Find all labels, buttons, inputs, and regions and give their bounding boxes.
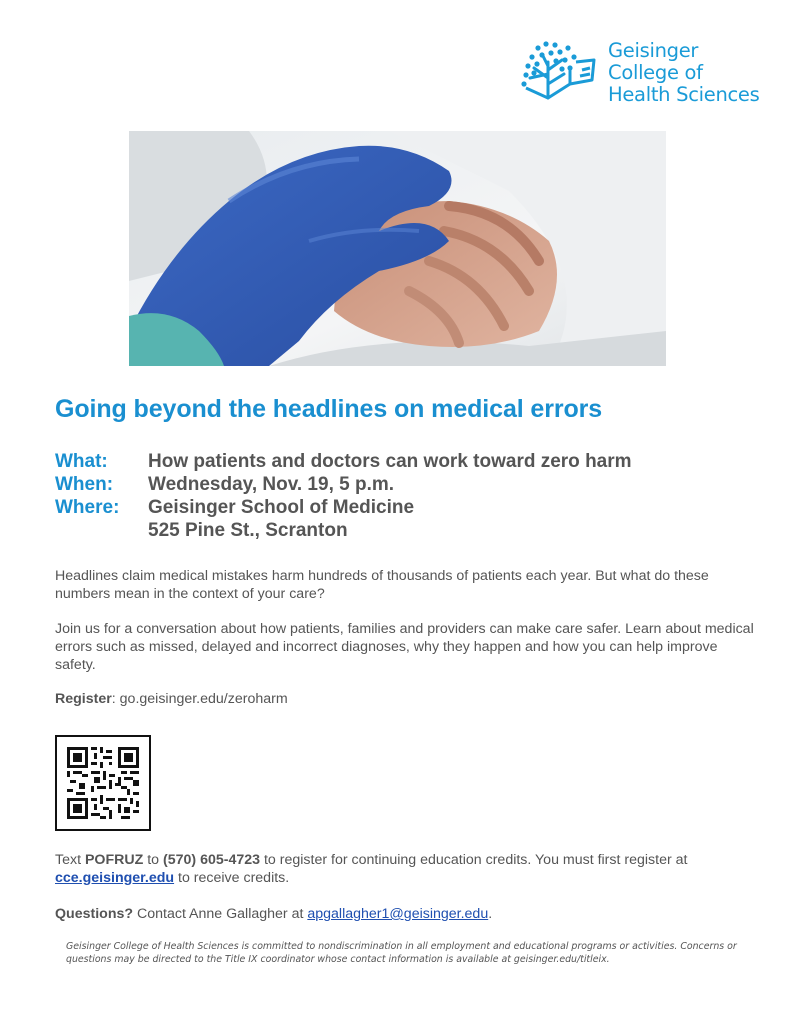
logo-line-2: College of xyxy=(608,61,703,84)
headline: Going beyond the headlines on medical errors xyxy=(55,395,603,423)
logo-line-3: Health Sciences xyxy=(608,83,760,106)
register-label: Register xyxy=(55,691,112,707)
detail-row-address xyxy=(55,519,632,542)
text-part: Text xyxy=(55,852,85,868)
email-link[interactable]: apgallagher1@geisinger.edu xyxy=(307,906,489,922)
questions-line xyxy=(55,905,755,923)
intro-paragraph: Headlines claim medical mistakes harm hundreds of thousands of patients each year. But what do these numbers mean in the context of your care? xyxy=(55,568,709,602)
detail-label: When: xyxy=(55,474,114,495)
detail-value: Geisinger School of Medicine xyxy=(148,497,415,518)
qr-code-icon xyxy=(67,747,139,819)
detail-value: How patients and doctors can work toward zero harm xyxy=(148,451,632,472)
detail-label: What: xyxy=(55,451,108,472)
detail-value: Wednesday, Nov. 19, 5 p.m. xyxy=(148,474,395,495)
qr-code[interactable] xyxy=(55,735,151,831)
text-part: to xyxy=(143,852,164,868)
questions-label: Questions? xyxy=(55,906,134,922)
register-url[interactable]: go.geisinger.edu/zeroharm xyxy=(119,691,288,707)
hero-photo xyxy=(129,131,666,366)
text-part: to receive credits. xyxy=(174,870,290,886)
text-to-register xyxy=(55,851,755,887)
gloved-hand-holding-hand-photo xyxy=(129,131,666,366)
cce-link[interactable]: cce.geisinger.edu xyxy=(55,870,175,886)
tree-book-icon xyxy=(518,40,604,106)
detail-label: Where: xyxy=(55,497,120,518)
disclaimer: Geisinger College of Health Sciences is committed to nondiscrimination in all employment and educational programs or activities. Concerns or questions may be directed to the Title IX coordinator whose contact information is available at geisinger.edu/titleix. xyxy=(66,941,737,965)
register-line: Register: go.geisinger.edu/zeroharm xyxy=(55,691,288,707)
event-details xyxy=(55,450,632,542)
detail-label xyxy=(55,519,148,542)
detail-row-when xyxy=(55,473,632,496)
logo-line-1: Geisinger xyxy=(608,39,699,62)
detail-row-where xyxy=(55,496,632,519)
text-code: POFRUZ xyxy=(84,852,144,868)
detail-value: 525 Pine St., Scranton xyxy=(148,520,348,541)
questions-end: . xyxy=(488,906,493,922)
questions-text: Contact Anne Gallagher at xyxy=(133,906,308,922)
phone-number: (570) 605-4723 xyxy=(163,852,261,868)
college-logo xyxy=(518,40,768,110)
text-part: to register for continuing education credits. You must first register at xyxy=(260,852,688,868)
join-paragraph: Join us for a conversation about how patients, families and providers can make care safer. Learn about medical errors such as missed, delayed and incorrect diagnoses, why they happen and how you can help improve safety. xyxy=(55,621,754,673)
detail-row-what xyxy=(55,450,632,473)
